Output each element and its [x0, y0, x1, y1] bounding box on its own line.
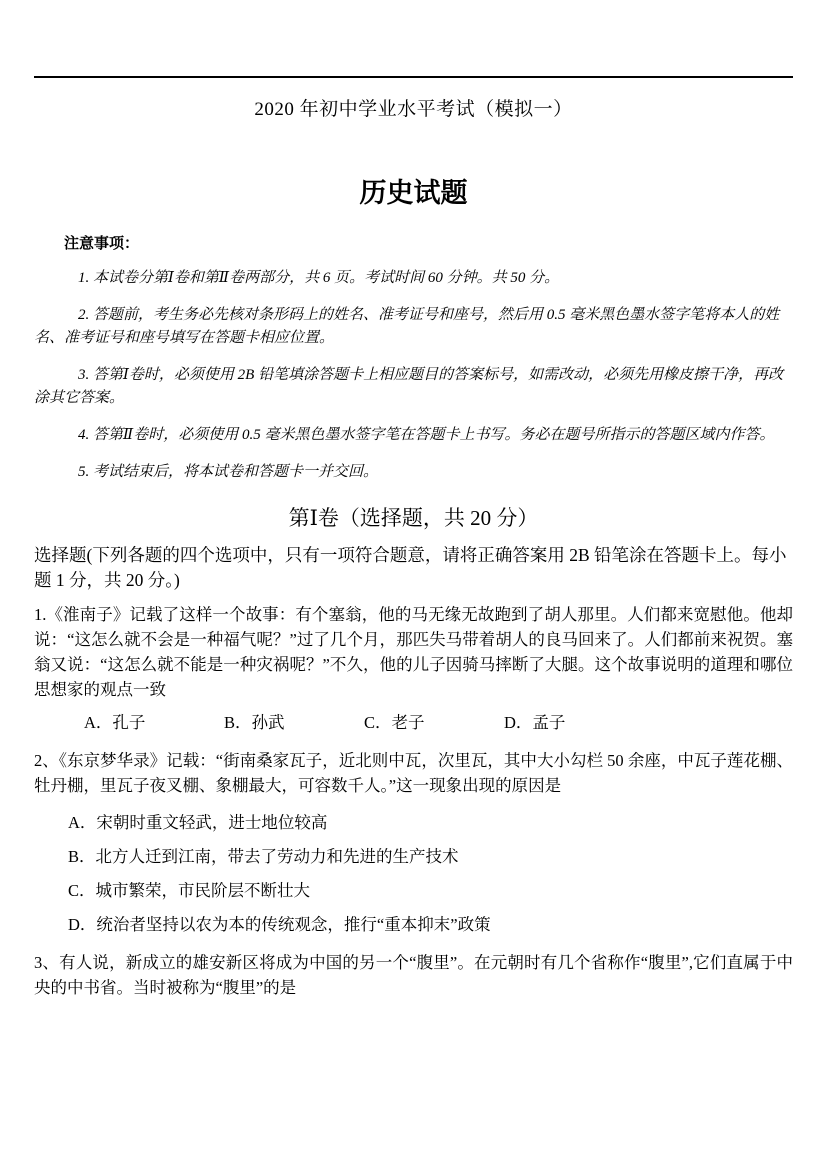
question-list [34, 602, 793, 1000]
subject-title: 历史试题 [359, 178, 468, 208]
question-stem: 2、《东京梦华录》记载：“街南桑家瓦子，近北则中瓦，次里瓦，其中大小勾栏 50 余座，中瓦子莲花棚、牡丹棚，里瓦子夜叉棚、象棚最大，可容数千人。”这一现象出现的原因是 [34, 751, 793, 795]
notice-item: 5. 考试结束后，将本试卷和答题卡一并交回。 [78, 464, 379, 480]
option-C: C．老子 [364, 713, 425, 732]
notice-item: 4. 答第Ⅱ卷时，必须使用 0.5 毫米黑色墨水签字笔在答题卡上书写。务必在题号所指示的答题区域内作答。 [78, 427, 775, 443]
question-2 [34, 748, 793, 937]
section-heading: 第Ⅰ卷（选择题，共 20 分） [288, 506, 539, 530]
option-A: A．宋朝时重文轻武，进士地位较高 [68, 813, 328, 832]
notice-item: 2. 答题前，考生务必先核对条形码上的姓名、准考证号和座号，然后用 0.5 毫米黑色墨水签字笔将本人的姓名、准考证号和座号填写在答题卡相应位置。 [34, 307, 780, 346]
exam-title: 2020 年初中学业水平考试（模拟一） [254, 99, 573, 120]
question-1 [34, 602, 793, 735]
option-D: D．孟子 [504, 713, 566, 732]
question-3 [34, 950, 793, 1000]
option-C: C．城市繁荣，市民阶层不断壮大 [68, 881, 311, 900]
options-group [34, 810, 793, 937]
question-stem: 1.《淮南子》记载了这样一个故事：有个塞翁，他的马无缘无故跑到了胡人那里。人们都来宽慰他。他却说：“这怎么就不会是一种福气呢？”过了几个月，那匹失马带着胡人的良马回来了。人们都前来祝贺。塞翁又说：“这怎么就不能是一种灾祸呢？”不久，他的儿子因骑马摔断了大腿。这个故事说明的道理和哪位思想家的观点一致 [34, 605, 793, 699]
notice-item: 1. 本试卷分第Ⅰ卷和第Ⅱ卷两部分，共 6 页。考试时间 60 分钟。共 50 分。 [78, 270, 560, 286]
option-B: B．北方人迁到江南，带去了劳动力和先进的生产技术 [68, 847, 459, 866]
section-instructions: 选择题(下列各题的四个选项中，只有一项符合题意，请将正确答案用 2B 铅笔涂在答题卡上。每小题 1 分，共 20 分。) [34, 545, 787, 590]
notice-item: 3. 答第Ⅰ卷时，必须使用 2B 铅笔填涂答题卡上相应题目的答案标号，如需改动，必须先用橡皮擦干净，再改涂其它答案。 [34, 367, 784, 406]
option-D: D．统治者坚持以农为本的传统观念，推行“重本抑末”政策 [68, 915, 491, 934]
option-A: A．孔子 [84, 713, 146, 732]
header-divider [34, 76, 793, 78]
notice-heading: 注意事项： [64, 235, 140, 252]
options-group [34, 710, 793, 735]
notice-list [34, 267, 793, 484]
option-B: B．孙武 [224, 713, 285, 732]
question-stem: 3、有人说，新成立的雄安新区将成为中国的另一个“腹里”。在元朝时有几个省称作“腹里”,它们直属于中央的中书省。当时被称为“腹里”的是 [34, 953, 793, 997]
